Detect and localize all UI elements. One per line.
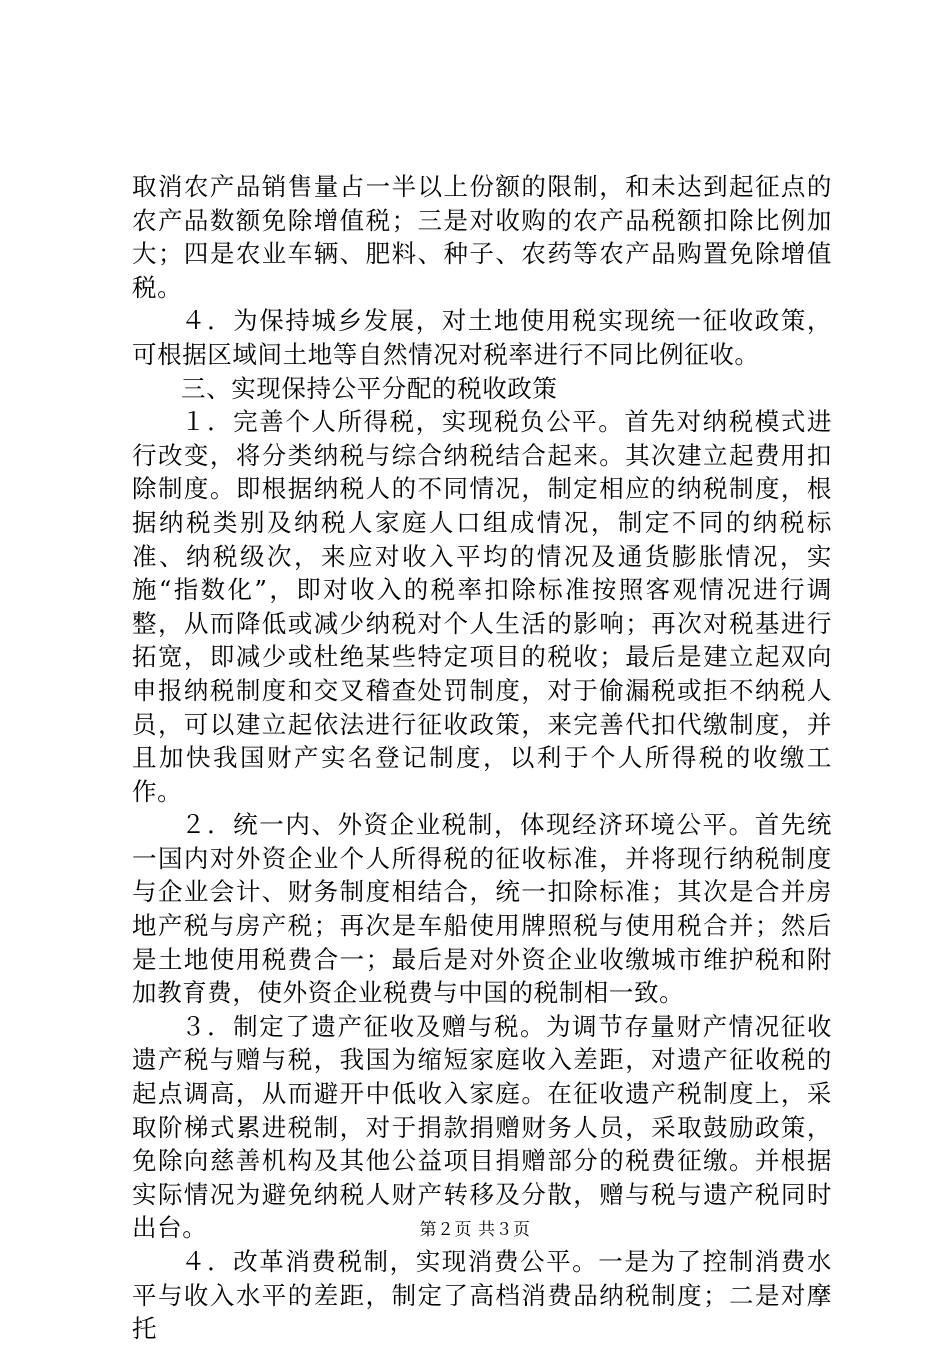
paragraph-continuation: 取消农产品销售量占一半以上份额的限制，和未达到起征点的农产品数额免除增值税；三是对收购的农产品税额扣除比例加大；四是农业车辆、肥料、种子、农药等农产品购置免除增值税。 [132,172,832,302]
section-heading: 三、实现保持公平分配的税收政策 [181,373,558,403]
paragraph-land-tax: ４．为保持城乡发展，对土地使用税实现统一征收政策，可根据区域间土地等自然情况对税率进行不同比例征收。 [132,306,832,369]
document-body [132,170,832,1346]
paragraph-income-tax: １．完善个人所得税，实现税负公平。首先对纳税模式进行改变，将分类纳税与综合纳税结合起来。其次建立起费用扣除制度。即根据纳税人的不同情况，制定相应的纳税制度，根据纳税类别及纳税人家庭人口组成情况，制定不同的纳税标准、纳税级次，来应对收入平均的情况及通货膨胀情况，实施“指数化”，即对收入的税率扣除标准按照客观情况进行调整，从而降低或减少纳税对个人生活的影响；再次对税基进行拓宽，即减少或杜绝某些特定项目的税收；最后是建立起双向申报纳税制度和交叉稽查处罚制度，对于偷漏税或拒不纳税人员，可以建立起依法进行征收政策，来完善代扣代缴制度，并且加快我国财产实名登记制度，以利于个人所得税的收缴工作。 [132,407,832,806]
page-footer: 第２页 共３页 [419,1220,531,1240]
paragraph-inheritance-tax: ３．制定了遗产征收及赠与税。为调节存量财产情况征收遗产税与赠与税，我国为缩短家庭收入差距，对遗产征收税的起点调高，从而避开中低收入家庭。在征收遗产税制度上，采取阶梯式累进税制，对于捐款捐赠财务人员，采取鼓励政策，免除向慈善机构及其他公益项目捐赠部分的税费征缴。并根据实际情况为避免纳税人财产转移及分散，赠与税与遗产税同时出台。 [132,1011,832,1243]
paragraph-consumption-tax: ４．改革消费税制，实现消费公平。一是为了控制消费水平与收入水平的差距，制定了高档消费品纳税制度；二是对摩托 [132,1247,832,1344]
paragraph-enterprise-tax: ２．统一内、外资企业税制，体现经济环境公平。首先统一国内对外资企业个人所得税的征收标准，并将现行纳税制度与企业会计、财务制度相结合，统一扣除标准；其次是合并房地产税与房产税；再次是车船使用牌照税与使用税合并；然后是土地使用税费合一；最后是对外资企业收缴城市维护税和附加教育费，使外资企业税费与中国的税制相一致。 [132,810,832,1008]
